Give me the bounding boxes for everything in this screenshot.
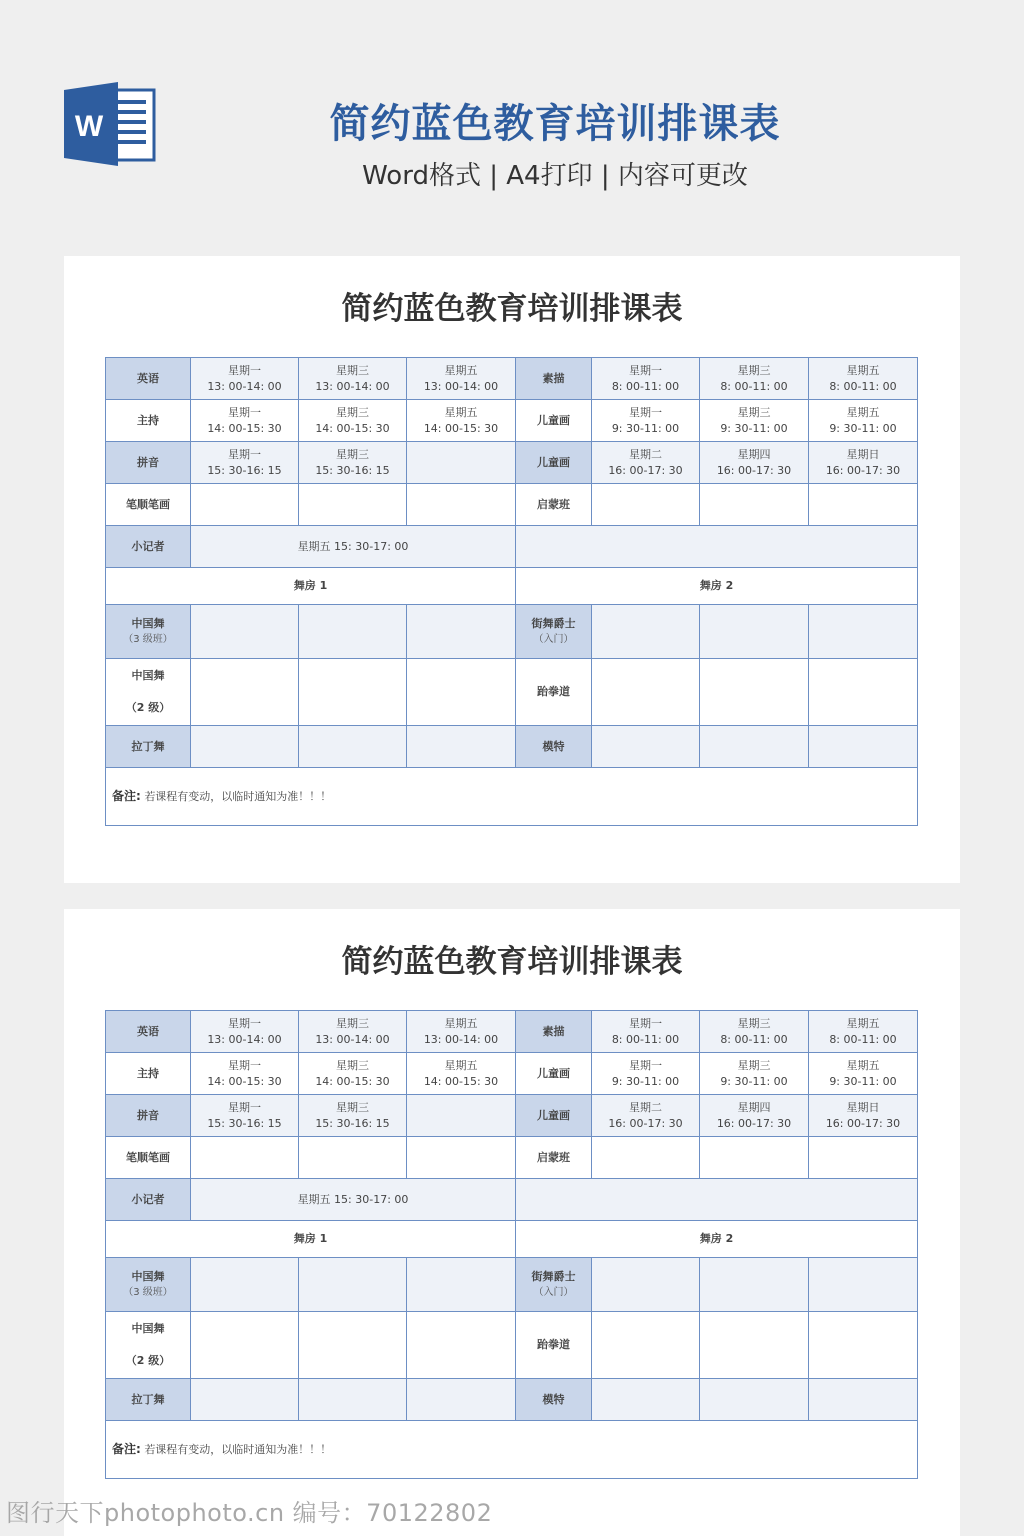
course-name: 中国舞 bbox=[131, 1322, 165, 1335]
course-label: 模特 bbox=[516, 726, 592, 768]
time-text: 14: 00-15: 30 bbox=[423, 1074, 499, 1088]
schedule-cell bbox=[592, 1011, 700, 1053]
table-row bbox=[106, 358, 918, 400]
course-level: （2 级） bbox=[125, 1354, 171, 1367]
day-text: 星期一 bbox=[228, 447, 261, 461]
schedule-cell bbox=[809, 1095, 918, 1137]
schedule-cell bbox=[700, 1053, 809, 1095]
day-text: 星期三 bbox=[336, 363, 369, 377]
day-text: 星期三 bbox=[737, 1058, 771, 1072]
course-level: （3 级班） bbox=[123, 1286, 173, 1298]
page-title: 简约蓝色教育培训排课表 bbox=[329, 101, 781, 147]
time-text: 14: 00-15: 30 bbox=[315, 1074, 390, 1088]
schedule-cell-empty bbox=[299, 605, 407, 659]
course-label bbox=[516, 605, 592, 659]
day-text: 星期一 bbox=[228, 1058, 261, 1072]
schedule-cell-empty bbox=[299, 1379, 407, 1421]
table-row bbox=[106, 1179, 918, 1221]
day-text: 星期四 bbox=[737, 447, 771, 461]
schedule-cell-empty bbox=[191, 484, 299, 526]
schedule-cell bbox=[700, 1095, 809, 1137]
course-label: 拉丁舞 bbox=[106, 726, 191, 768]
schedule-cell bbox=[407, 358, 516, 400]
schedule-cell-empty bbox=[700, 659, 809, 726]
schedule-cell-empty bbox=[592, 605, 700, 659]
schedule-table bbox=[105, 1010, 918, 1479]
time-text: 16: 00-17: 30 bbox=[825, 463, 901, 477]
schedule-cell bbox=[809, 442, 918, 484]
time-text: 15: 30-16: 15 bbox=[207, 463, 282, 477]
schedule-cell-empty bbox=[299, 1312, 407, 1379]
table-row bbox=[106, 1053, 918, 1095]
note-cell bbox=[106, 768, 918, 826]
day-text: 星期三 bbox=[737, 363, 771, 377]
schedule-cell-empty bbox=[407, 1258, 516, 1312]
note-label: 备注: bbox=[112, 1442, 141, 1456]
day-text: 星期五 bbox=[444, 1016, 478, 1030]
day-text: 星期四 bbox=[737, 1100, 771, 1114]
course-label: 儿童画 bbox=[516, 1095, 592, 1137]
schedule-cell bbox=[191, 1053, 299, 1095]
time-text: 13: 00-14: 00 bbox=[315, 379, 390, 393]
schedule-cell bbox=[299, 400, 407, 442]
schedule-card-2 bbox=[64, 909, 960, 1536]
schedule-cell bbox=[191, 1011, 299, 1053]
course-name: 中国舞 bbox=[131, 616, 165, 630]
course-label bbox=[516, 1258, 592, 1312]
course-label bbox=[106, 1258, 191, 1312]
schedule-cell-empty bbox=[592, 1379, 700, 1421]
schedule-cell-empty bbox=[809, 605, 918, 659]
schedule-cell-empty bbox=[407, 726, 516, 768]
time-text: 13: 00-14: 00 bbox=[207, 1032, 282, 1046]
room-label: 舞房 1 bbox=[106, 1221, 516, 1258]
schedule-cell-empty bbox=[592, 726, 700, 768]
course-label: 英语 bbox=[106, 358, 191, 400]
time-text: 9: 30-11: 00 bbox=[720, 1074, 788, 1088]
time-text: 13: 00-14: 00 bbox=[423, 1032, 499, 1046]
schedule-cell-empty bbox=[700, 1312, 809, 1379]
table-row bbox=[106, 526, 918, 568]
schedule-cell: 星期五 15: 30-17: 00 bbox=[191, 1179, 516, 1221]
course-name: 街舞爵士 bbox=[531, 1269, 576, 1283]
time-text: 8: 00-11: 00 bbox=[829, 379, 897, 393]
schedule-cell-empty bbox=[516, 526, 918, 568]
course-label: 拉丁舞 bbox=[106, 1379, 191, 1421]
time-text: 8: 00-11: 00 bbox=[829, 1032, 897, 1046]
schedule-cell-empty bbox=[407, 605, 516, 659]
table-row bbox=[106, 1137, 918, 1179]
time-text: 15: 30-16: 15 bbox=[315, 1116, 390, 1130]
schedule-cell-empty bbox=[299, 1258, 407, 1312]
schedule-cell-empty bbox=[700, 726, 809, 768]
time-text: 8: 00-11: 00 bbox=[720, 379, 788, 393]
course-name: 街舞爵士 bbox=[531, 616, 576, 630]
time-text: 8: 00-11: 00 bbox=[720, 1032, 788, 1046]
schedule-cell-empty bbox=[700, 1258, 809, 1312]
schedule-cell-empty bbox=[592, 1137, 700, 1179]
course-label: 跆拳道 bbox=[516, 659, 592, 726]
day-text: 星期一 bbox=[629, 1016, 662, 1030]
course-label: 儿童画 bbox=[516, 1053, 592, 1095]
time-text: 14: 00-15: 30 bbox=[423, 421, 499, 435]
schedule-cell bbox=[299, 1011, 407, 1053]
schedule-cell-empty bbox=[592, 1312, 700, 1379]
schedule-cell-empty bbox=[299, 726, 407, 768]
schedule-cell-empty bbox=[700, 1137, 809, 1179]
course-label: 笔顺笔画 bbox=[106, 484, 191, 526]
schedule-cell bbox=[592, 1053, 700, 1095]
schedule-cell-empty bbox=[809, 1379, 918, 1421]
schedule-cell-empty bbox=[191, 1379, 299, 1421]
schedule-cell bbox=[700, 400, 809, 442]
course-label: 主持 bbox=[106, 400, 191, 442]
schedule-cell-empty bbox=[299, 1137, 407, 1179]
schedule-cell bbox=[592, 1095, 700, 1137]
schedule-cell bbox=[191, 442, 299, 484]
time-text: 9: 30-11: 00 bbox=[611, 421, 680, 435]
schedule-cell-empty bbox=[191, 1258, 299, 1312]
course-label: 模特 bbox=[516, 1379, 592, 1421]
schedule-cell-empty bbox=[700, 484, 809, 526]
schedule-cell-empty bbox=[407, 1137, 516, 1179]
day-text: 星期三 bbox=[737, 405, 771, 419]
schedule-cell bbox=[191, 400, 299, 442]
day-text: 星期五 bbox=[444, 405, 478, 419]
schedule-cell-empty bbox=[592, 659, 700, 726]
schedule-cell-empty bbox=[191, 1137, 299, 1179]
page-subtitle: Word格式 | A4打印 | 内容可更改 bbox=[362, 161, 748, 191]
word-document-icon bbox=[64, 82, 156, 166]
day-text: 星期五 bbox=[846, 363, 880, 377]
time-text: 9: 30-11: 00 bbox=[829, 421, 897, 435]
time-text: 16: 00-17: 30 bbox=[716, 1116, 792, 1130]
time-text: 13: 00-14: 00 bbox=[315, 1032, 390, 1046]
schedule-cell bbox=[299, 1053, 407, 1095]
day-text: 星期三 bbox=[336, 1058, 369, 1072]
day-text: 星期五 bbox=[444, 363, 478, 377]
note-row bbox=[106, 1421, 918, 1479]
table-row bbox=[106, 1011, 918, 1053]
schedule-cell-empty bbox=[809, 659, 918, 726]
sheet-title: 简约蓝色教育培训排课表 bbox=[341, 291, 683, 327]
day-text: 星期一 bbox=[629, 1058, 662, 1072]
day-text: 星期一 bbox=[629, 405, 662, 419]
schedule-cell bbox=[700, 1011, 809, 1053]
course-label: 拼音 bbox=[106, 442, 191, 484]
room-row bbox=[106, 1221, 918, 1258]
schedule-cell-empty bbox=[299, 484, 407, 526]
schedule-cell-empty bbox=[191, 605, 299, 659]
day-text: 星期三 bbox=[737, 1016, 771, 1030]
course-level: （3 级班） bbox=[123, 633, 173, 645]
table-row bbox=[106, 1258, 918, 1312]
schedule-card-1 bbox=[64, 256, 960, 883]
schedule-cell bbox=[592, 358, 700, 400]
schedule-cell bbox=[407, 1011, 516, 1053]
course-name: 中国舞 bbox=[131, 1269, 165, 1283]
watermark-text: 图行天下photophoto.cn 编号：70122802 bbox=[6, 1499, 493, 1527]
day-text: 星期一 bbox=[228, 363, 261, 377]
course-label: 拼音 bbox=[106, 1095, 191, 1137]
time-text: 8: 00-11: 00 bbox=[611, 379, 680, 393]
day-text: 星期日 bbox=[846, 1100, 880, 1114]
table-row bbox=[106, 442, 918, 484]
schedule-cell-empty bbox=[809, 726, 918, 768]
room-label: 舞房 2 bbox=[516, 1221, 918, 1258]
schedule-cell-empty bbox=[407, 484, 516, 526]
table-row bbox=[106, 605, 918, 659]
note-label: 备注: bbox=[112, 789, 141, 803]
time-text: 14: 00-15: 30 bbox=[207, 421, 282, 435]
schedule-cell-empty bbox=[299, 659, 407, 726]
course-label: 小记者 bbox=[106, 1179, 191, 1221]
note-row bbox=[106, 768, 918, 826]
time-text: 16: 00-17: 30 bbox=[825, 1116, 901, 1130]
table-row bbox=[106, 1095, 918, 1137]
schedule-cell bbox=[407, 1053, 516, 1095]
day-text: 星期五 bbox=[846, 1016, 880, 1030]
schedule-cell-empty bbox=[809, 484, 918, 526]
schedule-cell: 星期五 15: 30-17: 00 bbox=[191, 526, 516, 568]
course-label: 儿童画 bbox=[516, 400, 592, 442]
schedule-cell bbox=[299, 1095, 407, 1137]
course-label: 跆拳道 bbox=[516, 1312, 592, 1379]
day-text: 星期三 bbox=[336, 447, 369, 461]
schedule-cell bbox=[700, 442, 809, 484]
schedule-cell bbox=[407, 400, 516, 442]
table-row bbox=[106, 1379, 918, 1421]
day-text: 星期三 bbox=[336, 405, 369, 419]
schedule-cell bbox=[809, 1011, 918, 1053]
time-text: 16: 00-17: 30 bbox=[608, 463, 683, 477]
time-text: 14: 00-15: 30 bbox=[207, 1074, 282, 1088]
schedule-cell-empty bbox=[407, 1095, 516, 1137]
schedule-cell-empty bbox=[809, 1312, 918, 1379]
time-text: 15: 30-16: 15 bbox=[207, 1116, 282, 1130]
course-label: 启蒙班 bbox=[516, 484, 592, 526]
schedule-cell-empty bbox=[191, 726, 299, 768]
course-level: （2 级） bbox=[125, 701, 171, 714]
schedule-cell-empty bbox=[191, 1312, 299, 1379]
time-text: 16: 00-17: 30 bbox=[716, 463, 792, 477]
schedule-cell bbox=[592, 442, 700, 484]
room-label: 舞房 2 bbox=[516, 568, 918, 605]
schedule-cell-empty bbox=[407, 442, 516, 484]
course-label bbox=[106, 659, 191, 726]
day-text: 星期一 bbox=[228, 405, 261, 419]
schedule-cell bbox=[592, 400, 700, 442]
time-text: 9: 30-11: 00 bbox=[720, 421, 788, 435]
room-label: 舞房 1 bbox=[106, 568, 516, 605]
time-text: 14: 00-15: 30 bbox=[315, 421, 390, 435]
day-text: 星期一 bbox=[629, 363, 662, 377]
time-text: 8: 00-11: 00 bbox=[611, 1032, 680, 1046]
time-text: 9: 30-11: 00 bbox=[829, 1074, 897, 1088]
day-text: 星期一 bbox=[228, 1100, 261, 1114]
schedule-cell-empty bbox=[407, 1312, 516, 1379]
course-label bbox=[106, 1312, 191, 1379]
note-text: 若课程有变动，以临时通知为准！！！ bbox=[144, 790, 332, 803]
schedule-cell-empty bbox=[809, 1137, 918, 1179]
day-text: 星期五 bbox=[846, 405, 880, 419]
note-text: 若课程有变动，以临时通知为准！！！ bbox=[144, 1443, 332, 1456]
course-label: 素描 bbox=[516, 1011, 592, 1053]
course-name: 中国舞 bbox=[131, 669, 165, 682]
course-label: 英语 bbox=[106, 1011, 191, 1053]
time-text: 9: 30-11: 00 bbox=[611, 1074, 680, 1088]
time-text: 16: 00-17: 30 bbox=[608, 1116, 683, 1130]
schedule-cell-empty bbox=[407, 1379, 516, 1421]
course-label: 素描 bbox=[516, 358, 592, 400]
schedule-cell-empty bbox=[516, 1179, 918, 1221]
schedule-cell bbox=[299, 442, 407, 484]
schedule-cell bbox=[809, 358, 918, 400]
table-row bbox=[106, 659, 918, 726]
table-row bbox=[106, 400, 918, 442]
schedule-cell-empty bbox=[700, 1379, 809, 1421]
day-text: 星期二 bbox=[629, 1100, 662, 1114]
page-header bbox=[0, 0, 1024, 230]
day-text: 星期三 bbox=[336, 1016, 369, 1030]
course-level: （入门） bbox=[533, 633, 574, 645]
day-text: 星期二 bbox=[629, 447, 662, 461]
course-label: 小记者 bbox=[106, 526, 191, 568]
schedule-cell bbox=[809, 1053, 918, 1095]
course-label: 启蒙班 bbox=[516, 1137, 592, 1179]
sheet-title: 简约蓝色教育培训排课表 bbox=[341, 944, 683, 980]
course-label: 儿童画 bbox=[516, 442, 592, 484]
schedule-cell-empty bbox=[407, 659, 516, 726]
schedule-table bbox=[105, 357, 918, 826]
schedule-cell-empty bbox=[191, 659, 299, 726]
time-text: 13: 00-14: 00 bbox=[207, 379, 282, 393]
schedule-cell-empty bbox=[592, 484, 700, 526]
schedule-cell bbox=[809, 400, 918, 442]
course-level: （入门） bbox=[533, 1286, 574, 1298]
course-label: 笔顺笔画 bbox=[106, 1137, 191, 1179]
course-label bbox=[106, 605, 191, 659]
day-text: 星期三 bbox=[336, 1100, 369, 1114]
schedule-cell bbox=[299, 358, 407, 400]
note-cell bbox=[106, 1421, 918, 1479]
table-row bbox=[106, 726, 918, 768]
logo-letter: W bbox=[74, 110, 104, 143]
schedule-cell bbox=[700, 358, 809, 400]
time-text: 13: 00-14: 00 bbox=[423, 379, 499, 393]
day-text: 星期五 bbox=[444, 1058, 478, 1072]
time-text: 15: 30-16: 15 bbox=[315, 463, 390, 477]
schedule-cell-empty bbox=[700, 605, 809, 659]
schedule-cell bbox=[191, 358, 299, 400]
schedule-cell-empty bbox=[592, 1258, 700, 1312]
schedule-cell bbox=[191, 1095, 299, 1137]
day-text: 星期一 bbox=[228, 1016, 261, 1030]
table-row bbox=[106, 1312, 918, 1379]
room-row bbox=[106, 568, 918, 605]
schedule-cell-empty bbox=[809, 1258, 918, 1312]
day-text: 星期日 bbox=[846, 447, 880, 461]
course-label: 主持 bbox=[106, 1053, 191, 1095]
table-row bbox=[106, 484, 918, 526]
day-text: 星期五 bbox=[846, 1058, 880, 1072]
